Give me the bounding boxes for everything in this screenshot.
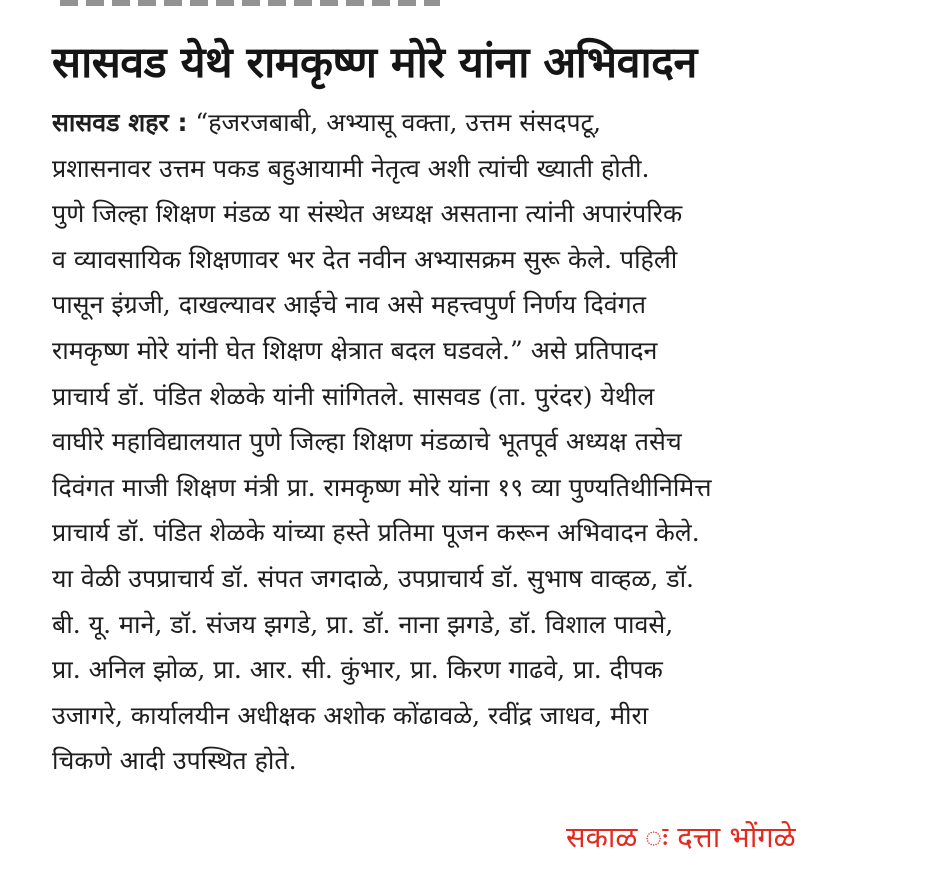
article-line-4: व व्यावसायिक शिक्षणावर भर देत नवीन अभ्यासक्रम सुरू केले. पहिली (52, 244, 678, 274)
article-line-8: वाघीरे महाविद्यालयात पुणे जिल्हा शिक्षण मंडळाचे भूतपूर्व अध्यक्ष तसेच (52, 427, 682, 457)
photo-credit: सकाळ ः दत्ता भोंगळे (566, 820, 796, 854)
article-line-15: चिकणे आदी उपस्थित होते. (52, 746, 297, 776)
article-line-12: बी. यू. माने, डॉ. संजय झगडे, प्रा. डॉ. नाना झगडे, डॉ. विशाल पावसे, (52, 609, 674, 639)
article-line-1-text: “हजरजबाबी, अभ्यासू वक्ता, उत्तम संसदपटू, (195, 108, 602, 137)
article-line-7: प्राचार्य डॉ. पंडित शेळके यांनी सांगितले. सासवड (ता. पुरंदर) येथील (52, 381, 655, 411)
article-line-14: उजागरे, कार्यालयीन अधीक्षक अशोक कोंढावळे, रवींद्र जाधव, मीरा (52, 700, 649, 730)
article-line-6: रामकृष्ण मोरे यांनी घेत शिक्षण क्षेत्रात बदल घडवले.” असे प्रतिपादन (52, 335, 658, 365)
article-line-9: दिवंगत माजी शिक्षण मंत्री प्रा. रामकृष्ण मोरे यांना १९ व्या पुण्यतिथीनिमित्त (52, 472, 712, 502)
top-edge-fragment (60, 0, 440, 6)
article-line-11: या वेळी उपप्राचार्य डॉ. संपत जगदाळे, उपप्राचार्य डॉ. सुभाष वाव्हळ, डॉ. (52, 563, 695, 593)
article-line-13: प्रा. अनिल झोळ, प्रा. आर. सी. कुंभार, प्रा. किरण गाढवे, प्रा. दीपक (52, 655, 663, 685)
article-line-2: प्रशासनावर उत्तम पकड बहुआयामी नेतृत्व अशी त्यांची ख्याती होती. (52, 153, 650, 183)
article-line-3: पुणे जिल्हा शिक्षण मंडळ या संस्थेत अध्यक्ष असताना त्यांनी अपारंपरिक (52, 199, 683, 229)
article-dateline: सासवड शहर : (52, 108, 188, 137)
article-headline: सासवड येथे रामकृष्ण मोरे यांना अभिवादन (52, 38, 697, 88)
article-line-1 (52, 100, 912, 146)
article-line-5: पासून इंग्रजी, दाखल्यावर आईचे नाव असे महत्त्वपुर्ण निर्णय दिवंगत (52, 290, 646, 320)
article-line-10: प्राचार्य डॉ. पंडित शेळके यांच्या हस्ते प्रतिमा पूजन करून अभिवादन केले. (52, 518, 700, 548)
article-body (52, 100, 912, 784)
